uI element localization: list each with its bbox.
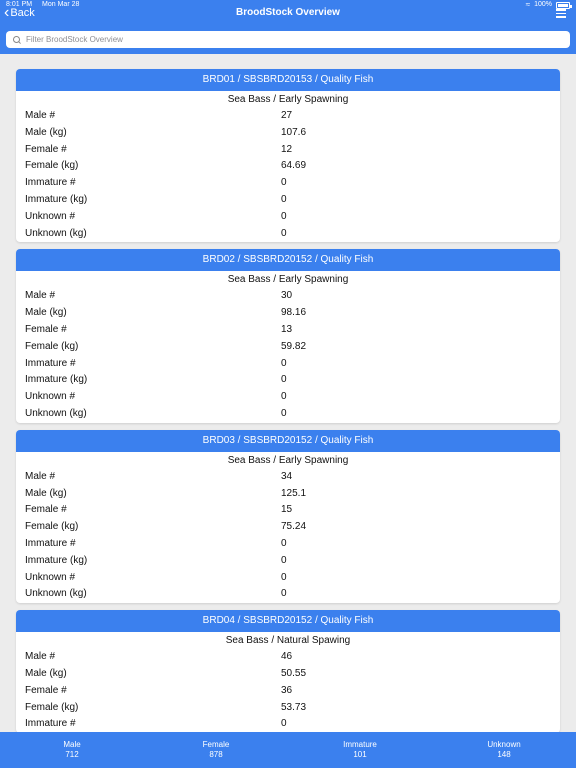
row-label: Female (kg) bbox=[25, 701, 79, 713]
row-label: Unknown (kg) bbox=[25, 227, 87, 239]
row-value: 36 bbox=[281, 684, 293, 696]
back-label: Back bbox=[10, 7, 35, 19]
tab-count: 878 bbox=[209, 750, 223, 759]
broodstock-card[interactable] bbox=[16, 69, 560, 242]
row-value: 15 bbox=[281, 504, 293, 516]
row-value: 0 bbox=[281, 554, 287, 566]
card-row bbox=[16, 683, 560, 700]
row-value: 0 bbox=[281, 210, 287, 222]
tab-unknown[interactable] bbox=[432, 732, 576, 768]
card-subtitle: Sea Bass / Early Spawning bbox=[227, 94, 349, 105]
row-label: Female # bbox=[25, 504, 67, 516]
tab-female[interactable] bbox=[144, 732, 288, 768]
card-row bbox=[16, 305, 560, 322]
card-row bbox=[16, 570, 560, 587]
row-value: 0 bbox=[281, 193, 287, 205]
card-title: BRD03 / SBSBRD20152 / Quality Fish bbox=[16, 430, 560, 452]
row-label: Unknown # bbox=[25, 210, 76, 222]
card-row bbox=[16, 372, 560, 389]
tab-label: Female bbox=[202, 740, 230, 749]
navigation-bar bbox=[0, 0, 576, 54]
row-label: Immature # bbox=[25, 718, 76, 730]
card-row bbox=[16, 288, 560, 305]
row-value: 13 bbox=[281, 323, 293, 335]
card-row bbox=[16, 649, 560, 666]
row-value: 46 bbox=[281, 651, 293, 663]
card-row bbox=[16, 209, 560, 226]
card-row bbox=[16, 356, 560, 373]
row-label: Female (kg) bbox=[25, 160, 79, 172]
row-label: Unknown (kg) bbox=[25, 588, 87, 600]
card-subtitle: Sea Bass / Early Spawning bbox=[227, 454, 349, 466]
card-title: BRD02 / SBSBRD20152 / Quality Fish bbox=[16, 249, 560, 271]
row-label: Unknown # bbox=[25, 571, 76, 583]
row-value: 64.69 bbox=[281, 160, 307, 172]
search-input[interactable] bbox=[26, 35, 546, 44]
card-row bbox=[16, 158, 560, 175]
row-value: 125.1 bbox=[281, 487, 307, 499]
card-row bbox=[16, 142, 560, 159]
row-value: 12 bbox=[281, 143, 293, 155]
row-label: Female # bbox=[25, 143, 67, 155]
tab-count: 712 bbox=[65, 750, 79, 759]
row-value: 59.82 bbox=[281, 340, 307, 352]
broodstock-card[interactable] bbox=[16, 249, 560, 422]
card-subtitle: Sea Bass / Natural Spawing bbox=[225, 635, 351, 647]
row-value: 27 bbox=[281, 110, 293, 121]
row-value: 0 bbox=[281, 177, 287, 189]
row-label: Male # bbox=[25, 651, 56, 663]
card-row bbox=[16, 716, 560, 732]
tab-label: Immature bbox=[343, 740, 377, 749]
card-row bbox=[16, 553, 560, 570]
broodstock-list[interactable] bbox=[0, 54, 576, 732]
row-value: 75.24 bbox=[281, 521, 307, 533]
card-row bbox=[16, 226, 560, 243]
row-value: 0 bbox=[281, 571, 287, 583]
wifi-icon: ≈ bbox=[525, 0, 531, 9]
row-value: 0 bbox=[281, 407, 287, 419]
card-row bbox=[16, 192, 560, 209]
card-row bbox=[16, 175, 560, 192]
row-label: Immature (kg) bbox=[25, 193, 88, 205]
card-title: BRD01 / SBSBRD20153 / Quality Fish bbox=[16, 69, 560, 91]
tab-immature[interactable] bbox=[288, 732, 432, 768]
row-value: 30 bbox=[281, 290, 293, 302]
row-label: Female (kg) bbox=[25, 521, 79, 533]
card-row bbox=[16, 666, 560, 683]
summary-tab-bar bbox=[0, 732, 576, 768]
search-icon bbox=[13, 36, 21, 44]
search-bar bbox=[6, 31, 570, 48]
row-value: 0 bbox=[281, 374, 287, 386]
row-label: Immature # bbox=[25, 537, 76, 549]
card-title: BRD04 / SBSBRD20152 / Quality Fish bbox=[16, 610, 560, 632]
card-row bbox=[16, 108, 560, 125]
card-row bbox=[16, 700, 560, 717]
row-label: Immature (kg) bbox=[25, 374, 88, 386]
chevron-left-icon: ‹ bbox=[4, 4, 10, 21]
tab-label: Unknown bbox=[487, 740, 521, 749]
row-label: Male # bbox=[25, 290, 56, 302]
row-label: Unknown (kg) bbox=[25, 407, 87, 419]
row-label: Male (kg) bbox=[25, 307, 67, 319]
tab-count: 148 bbox=[497, 750, 511, 759]
card-row bbox=[16, 406, 560, 423]
row-label: Male (kg) bbox=[25, 487, 67, 499]
row-value: 0 bbox=[281, 537, 287, 549]
row-value: 98.16 bbox=[281, 307, 307, 319]
status-time: 8:01 PM bbox=[6, 1, 33, 8]
row-label: Female # bbox=[25, 684, 67, 696]
card-row bbox=[16, 125, 560, 142]
page-title: BroodStock Overview bbox=[236, 7, 340, 18]
battery-percent: 100% bbox=[534, 1, 552, 8]
row-label: Male (kg) bbox=[25, 126, 67, 138]
card-row bbox=[16, 389, 560, 406]
tab-male[interactable] bbox=[0, 732, 144, 768]
card-row bbox=[16, 519, 560, 536]
tab-label: Male bbox=[63, 740, 81, 749]
status-date: Mon Mar 28 bbox=[42, 1, 80, 8]
card-row bbox=[16, 586, 560, 603]
row-value: 0 bbox=[281, 391, 287, 403]
row-label: Immature # bbox=[25, 177, 76, 189]
broodstock-card[interactable] bbox=[16, 430, 560, 603]
row-value: 50.55 bbox=[281, 667, 307, 679]
row-value: 0 bbox=[281, 588, 287, 600]
row-label: Immature # bbox=[25, 357, 76, 369]
card-row bbox=[16, 322, 560, 339]
row-value: 0 bbox=[281, 227, 287, 239]
row-label: Unknown # bbox=[25, 391, 76, 403]
row-value: 34 bbox=[281, 470, 293, 482]
row-label: Male # bbox=[25, 110, 56, 121]
row-label: Male # bbox=[25, 470, 56, 482]
row-label: Male (kg) bbox=[25, 667, 67, 679]
card-row bbox=[16, 536, 560, 553]
row-label: Female # bbox=[25, 323, 67, 335]
row-label: Immature (kg) bbox=[25, 554, 88, 566]
tab-count: 101 bbox=[353, 750, 367, 759]
card-row bbox=[16, 502, 560, 519]
card-row bbox=[16, 486, 560, 503]
card-row bbox=[16, 469, 560, 486]
row-label: Female (kg) bbox=[25, 340, 79, 352]
broodstock-card[interactable] bbox=[16, 610, 560, 732]
row-value: 107.6 bbox=[281, 126, 307, 138]
row-value: 0 bbox=[281, 357, 287, 369]
row-value: 0 bbox=[281, 718, 287, 730]
menu-icon[interactable] bbox=[556, 9, 566, 17]
card-subtitle: Sea Bass / Early Spawning bbox=[227, 274, 349, 286]
row-value: 53.73 bbox=[281, 701, 307, 713]
card-row bbox=[16, 339, 560, 356]
